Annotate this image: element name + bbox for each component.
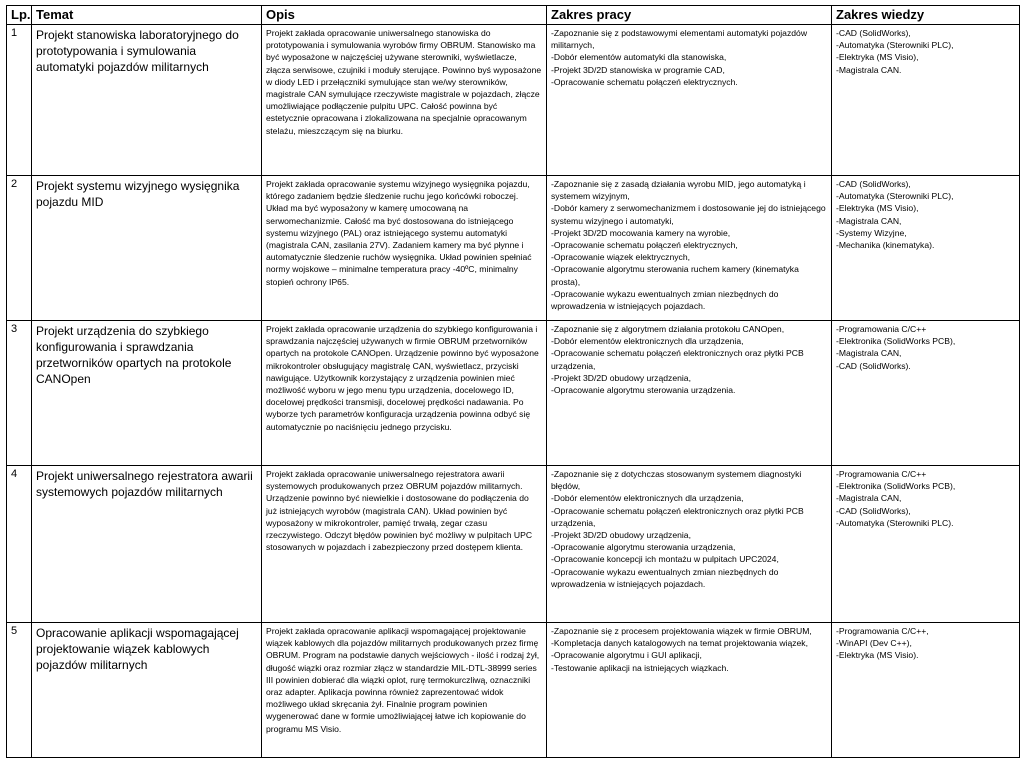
row-zakres-wiedzy (832, 466, 1020, 623)
zakres-pracy-item: -Opracowanie schematu połączeń elektronicznych oraz płytki PCB urządzenia, (551, 348, 804, 371)
zakres-wiedzy-item: -Automatyka (Sterowniki PLC). (836, 517, 954, 528)
table-row (7, 25, 1020, 176)
row-zakres-pracy (547, 176, 832, 321)
row-zakres-pracy (547, 321, 832, 466)
zakres-wiedzy-item: -CAD (SolidWorks), (836, 28, 911, 38)
zakres-pracy-item: -Dobór kamery z serwomechanizmem i dostosowanie jej do istniejącego systemu wizyjnego i automatyki, (551, 203, 826, 226)
row-lp: 4 (7, 466, 32, 623)
row-opis: Projekt zakłada opracowanie aplikacji wspomagającej projektowanie wiązek kablowych dla pojazdów militarnych produkowanych przez firmę OBRUM. Program na podstawie danych wejściowych - ilość i rodzaj żył, długość wiązki oraz rozmiar złącz w standardzie MIL-DTL-38999 series III powinien dobierać dla wiązki oplot, rurę termokurczliwą, oznaczniki oraz adapter. Aplikacja powinna również zaprezentować widok możliwego układ skręcania żył. Finalnie program powinien wygenerować dane w formie umożliwiającej łatwe ich kopiowanie do programu MS Visio. (262, 623, 547, 758)
header-opis: Opis (262, 6, 547, 25)
zakres-wiedzy-item: -Programowania C/C++ (836, 324, 927, 334)
row-opis: Projekt zakłada opracowanie uniwersalnego rejestratora awarii systemowych produkowanych przez OBRUM pojazdów militarnych. Urządzenie powinno być niewielkie i dostosowane do podłączenia do już istniejących wyrobów (magistrala CAN). Układ powinien być wyposażony w mikrokontroler, pamięć trwałą, zegar czasu rzeczywistego. Odczyt błędów powinien być możliwy w pulpitach UPC stosowanych w pojazdach i zabezpieczony przed dostępem klienta. (262, 466, 547, 623)
zakres-pracy-item: -Opracowanie koncepcji ich montażu w pulpitach UPC2024, (551, 554, 779, 565)
zakres-pracy-item: -Projekt 3D/2D stanowiska w programie CAD, (551, 64, 725, 75)
zakres-pracy-item: -Projekt 3D/2D mocowania kamery na wyrobie, (551, 227, 731, 238)
row-zakres-pracy (547, 25, 832, 176)
row-lp: 2 (7, 176, 32, 321)
zakres-wiedzy-item: -Elektronika (SolidWorks PCB), (836, 481, 956, 492)
zakres-pracy-item: -Zapoznanie się z podstawowymi elementami automatyki pojazdów militarnych, (551, 28, 808, 51)
row-opis: Projekt zakłada opracowanie urządzenia do szybkiego konfigurowania i sprawdzania najczęściej używanych w firmie OBRUM przetworników opartych na protokole CANOpen. Urządzenie powinno być wyposażone mikrokontroler obsługujący magistralę CAN, wyświetlacz, przyciski nawigujące. Użytkownik korzystający z urządzenia powinien mieć możliwość wyboru w jego menu typu urządzenia, docelowego ID, docelowej prędkości transmisji, docelowej prędkości nadawania. Po wyborze tych parametrów konfiguracja urządzenia powinna odbyć się automatycznie po naciśnięciu jednego przycisku. (262, 321, 547, 466)
table-row (7, 321, 1020, 466)
zakres-pracy-item: -Opracowanie schematu połączeń elektrycznych. (551, 76, 738, 87)
zakres-wiedzy-item: -Magistrala CAN, (836, 348, 902, 359)
row-temat: Projekt systemu wizyjnego wysięgnika pojazdu MID (32, 176, 262, 321)
zakres-pracy-item: -Opracowanie algorytmu i GUI aplikacji, (551, 650, 702, 661)
zakres-wiedzy-item: -Magistrala CAN. (836, 64, 902, 75)
zakres-wiedzy-item: -CAD (SolidWorks), (836, 179, 911, 189)
table-row (7, 176, 1020, 321)
zakres-pracy-item: -Zapoznanie się z algorytmem działania protokołu CANOpen, (551, 324, 785, 334)
zakres-pracy-item: -Testowanie aplikacji na istniejących wiązkach. (551, 662, 729, 673)
table-row (7, 466, 1020, 623)
zakres-pracy-item: -Projekt 3D/2D obudowy urządzenia, (551, 372, 691, 383)
zakres-wiedzy-item: -Programowania C/C++ (836, 469, 927, 479)
zakres-pracy-item: -Kompletacja danych katalogowych na temat projektowania wiązek, (551, 638, 808, 649)
zakres-pracy-item: -Opracowanie wiązek elektrycznych, (551, 252, 690, 263)
zakres-pracy-item: -Projekt 3D/2D obudowy urządzenia, (551, 530, 691, 541)
row-zakres-wiedzy (832, 321, 1020, 466)
header-row (7, 6, 1020, 25)
zakres-wiedzy-item: -Programowania C/C++, (836, 626, 929, 636)
zakres-wiedzy-item: -Automatyka (Sterowniki PLC), (836, 191, 954, 202)
zakres-wiedzy-item: -CAD (SolidWorks), (836, 505, 911, 516)
zakres-pracy-item: -Dobór elementów elektronicznych dla urządzenia, (551, 336, 744, 347)
row-temat: Projekt uniwersalnego rejestratora awarii systemowych pojazdów militarnych (32, 466, 262, 623)
row-zakres-wiedzy (832, 25, 1020, 176)
zakres-wiedzy-item: -Mechanika (kinematyka). (836, 240, 935, 251)
table-row (7, 623, 1020, 758)
zakres-pracy-item: -Zapoznanie się z procesem projektowania wiązek w firmie OBRUM, (551, 626, 812, 636)
header-lp: Lp. (7, 6, 32, 25)
zakres-pracy-item: -Opracowanie schematu połączeń elektronicznych oraz płytki PCB urządzenia, (551, 505, 804, 528)
header-zakres-pracy: Zakres pracy (547, 6, 832, 25)
zakres-wiedzy-item: -Elektryka (MS Visio), (836, 203, 919, 214)
zakres-wiedzy-item: -Elektryka (MS Visio). (836, 650, 919, 661)
row-temat: Projekt urządzenia do szybkiego konfigurowania i sprawdzania przetworników opartych na protokole CANOpen (32, 321, 262, 466)
row-temat: Projekt stanowiska laboratoryjnego do prototypowania i symulowania automatyki pojazdów militarnych (32, 25, 262, 176)
header-temat: Temat (32, 6, 262, 25)
zakres-pracy-item: -Zapoznanie się z dotychczas stosowanym systemem diagnostyki błędów, (551, 469, 802, 492)
zakres-wiedzy-item: -CAD (SolidWorks). (836, 360, 911, 371)
zakres-pracy-item: -Opracowanie wykazu ewentualnych zmian niezbędnych do wprowadzenia w istniejących pojazdach. (551, 288, 779, 312)
row-lp: 5 (7, 623, 32, 758)
zakres-wiedzy-item: -WinAPI (Dev C++), (836, 638, 912, 649)
row-zakres-pracy (547, 623, 832, 758)
zakres-pracy-item: -Opracowanie schematu połączeń elektrycznych, (551, 240, 738, 251)
row-lp: 3 (7, 321, 32, 466)
zakres-pracy-item: -Opracowanie algorytmu sterowania urządzenia, (551, 542, 736, 553)
zakres-pracy-item: -Opracowanie wykazu ewentualnych zmian niezbędnych do wprowadzenia w istniejących pojazdach. (551, 566, 779, 589)
zakres-pracy-item: -Dobór elementów elektronicznych dla urządzenia, (551, 493, 744, 504)
zakres-wiedzy-item: -Magistrala CAN, (836, 493, 902, 504)
row-temat: Opracowanie aplikacji wspomagającej projektowanie wiązek kablowych pojazdów militarnych (32, 623, 262, 758)
zakres-wiedzy-item: -Systemy Wizyjne, (836, 227, 907, 238)
zakres-wiedzy-item: -Magistrala CAN, (836, 215, 902, 226)
row-zakres-pracy (547, 466, 832, 623)
row-zakres-wiedzy (832, 623, 1020, 758)
zakres-wiedzy-item: -Automatyka (Sterowniki PLC), (836, 40, 954, 51)
zakres-pracy-item: -Dobór elementów automatyki dla stanowiska, (551, 52, 727, 63)
row-opis: Projekt zakłada opracowanie systemu wizyjnego wysięgnika pojazdu, którego zadaniem będzie śledzenie ruchu jego końcówki roboczej. Układ ma być wyposażony w kamerę umocowaną na serwomechanizmie. Całość ma być dostosowana do istniejącego systemu wizyjnego (PAL) oraz istniejącego systemu automatyki (magistrala CAN, zasilania 27V). Zadaniem kamery ma być płynne i automatycznie śledzenie ruchów wysięgnika. Układ powinien spełniać normy wojskowe – minimalne temperatura pracy -40ºC, minimalny stopień ochrony IP65. (262, 176, 547, 321)
zakres-pracy-item: -Opracowanie algorytmu sterowania urządzenia. (551, 385, 736, 396)
row-opis: Projekt zakłada opracowanie uniwersalnego stanowiska do prototypowania i symulowania wyrobów firmy OBRUM. Stanowisko ma być wyposażone w najczęściej używane sterowniki, wyświetlacze, złącza serwisowe, czujniki i moduły sterujące. Powinno byś wyposażone w diody LED i przełączniki symulujące stan we/wy sterowników, magistrale CAN symulujące rzeczywiste magistrale w pojazdach, złącze umożliwiające podłączenie pulpitu UPC. Całość powinna być estetycznie opracowana i zlokalizowana na specjalnie opracowanym stelażu, mieszczącym się na biurku. (262, 25, 547, 176)
zakres-wiedzy-item: -Elektronika (SolidWorks PCB), (836, 336, 956, 347)
zakres-pracy-item: -Zapoznanie się z zasadą działania wyrobu MID, jego automatyką i systemem wizyjnym, (551, 179, 806, 202)
row-lp: 1 (7, 25, 32, 176)
header-zakres-wiedzy: Zakres wiedzy (832, 6, 1020, 25)
row-zakres-wiedzy (832, 176, 1020, 321)
zakres-pracy-item: -Opracowanie algorytmu sterowania ruchem kamery (kinematyka prosta), (551, 264, 799, 287)
zakres-wiedzy-item: -Elektryka (MS Visio), (836, 52, 919, 63)
topics-table (6, 5, 1020, 758)
